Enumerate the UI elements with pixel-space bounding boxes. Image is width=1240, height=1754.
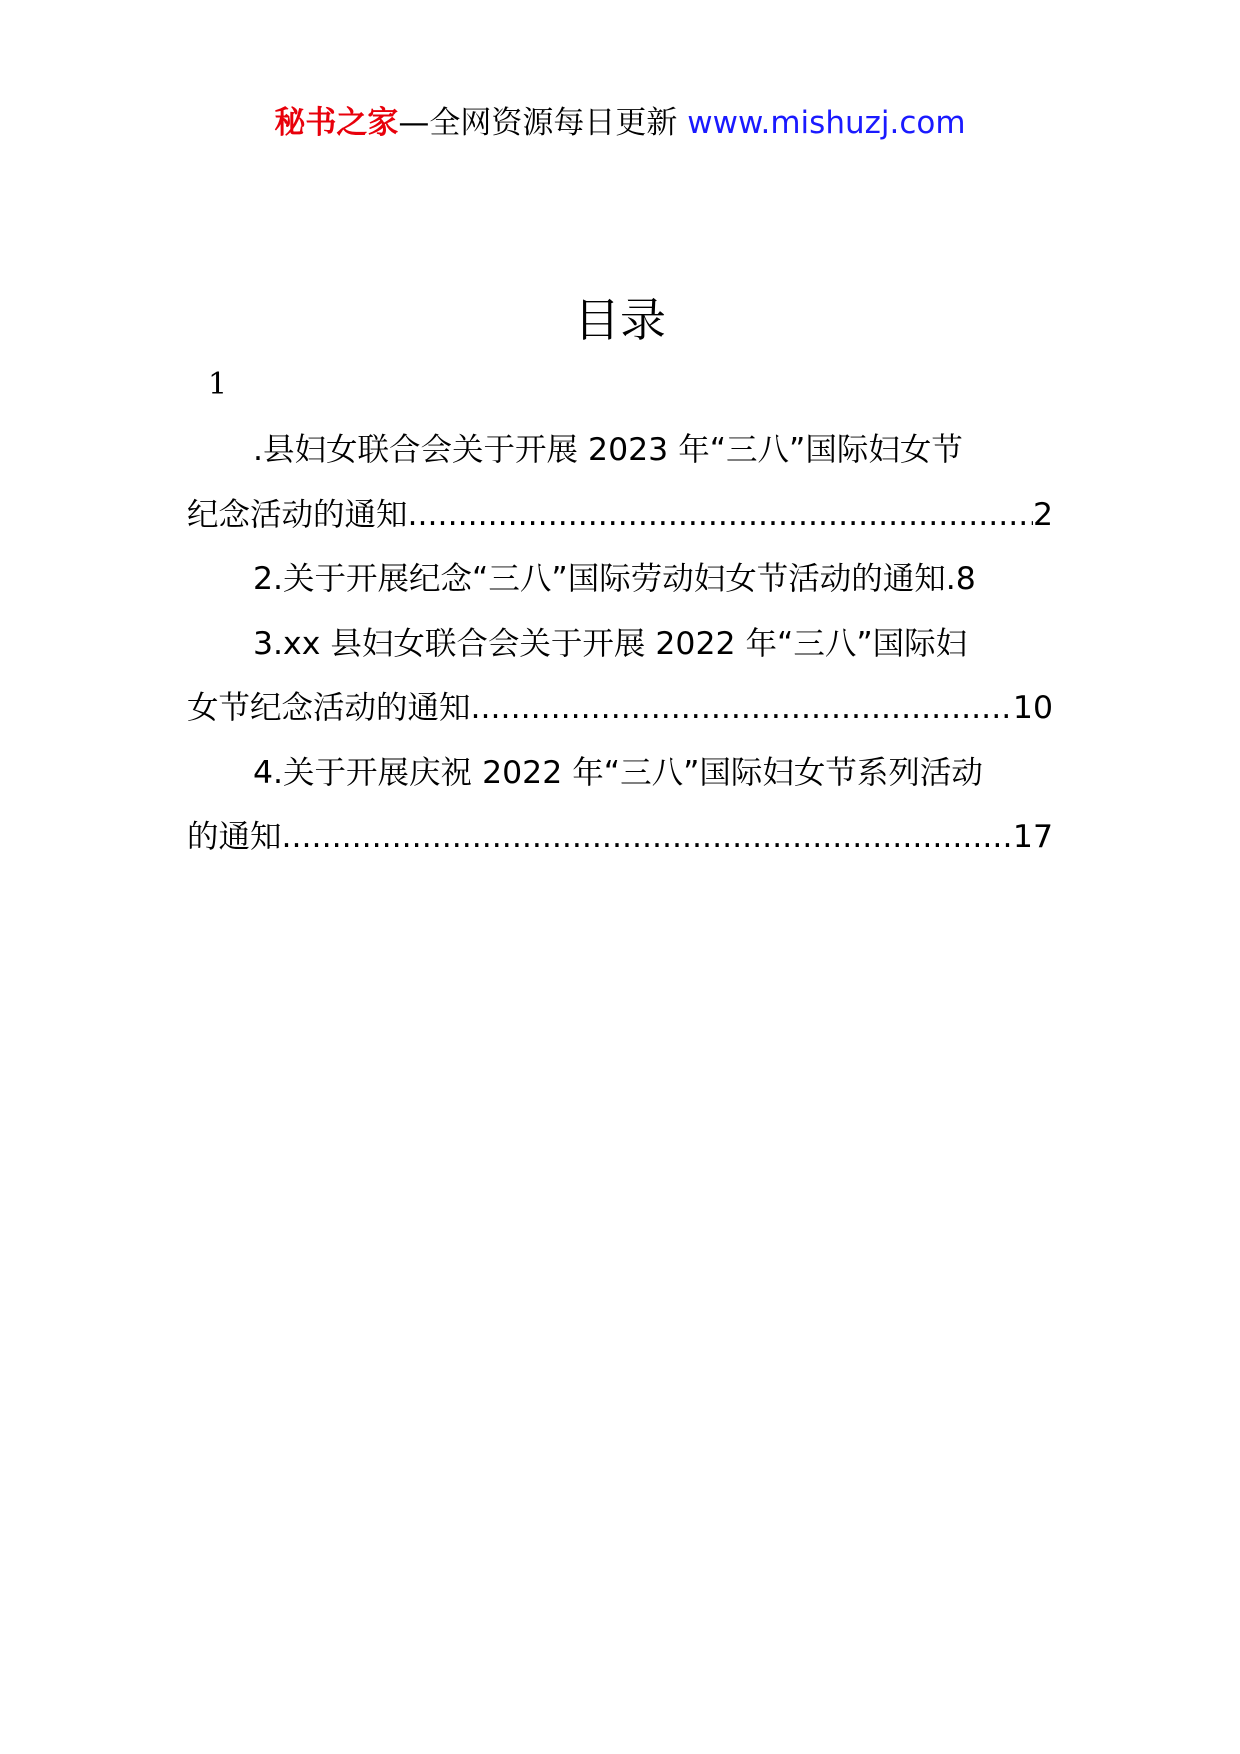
- toc-entry-line: [187, 805, 1053, 870]
- toc-entry-line: [187, 612, 1053, 677]
- toc-entry-3[interactable]: [187, 612, 1053, 741]
- toc-page-number: 2: [1032, 496, 1053, 533]
- toc-page-number: 17: [1012, 819, 1053, 855]
- toc-page-number: 10: [1012, 690, 1053, 726]
- page-title: 目录: [574, 293, 666, 347]
- site-header: [0, 103, 1240, 143]
- toc-entry-title: 4.关于开展庆祝 2022 年“三八”国际妇女节系列活动: [253, 754, 983, 791]
- toc-entry-line: [187, 418, 1053, 483]
- toc-entry-2[interactable]: [187, 547, 1053, 612]
- toc-entry-4[interactable]: [187, 741, 1053, 870]
- header-slogan: —全网资源每日更新: [398, 105, 678, 141]
- brand-name: 秘书之家: [274, 105, 399, 141]
- toc-entry-line: [187, 483, 1053, 548]
- toc-leader-dots: [471, 676, 1013, 741]
- toc-entry-title-cont: 女节纪念活动的通知: [187, 690, 471, 726]
- site-url-link[interactable]: www.mishuzj.com: [687, 105, 966, 141]
- toc-entry-title-cont: 纪念活动的通知: [187, 496, 408, 533]
- toc-leader-dots: [408, 483, 1033, 548]
- toc-leader-dots: [282, 805, 1013, 870]
- table-of-contents: [187, 418, 1053, 870]
- toc-entry-line: [187, 676, 1053, 741]
- toc-page-number: 8: [955, 561, 976, 597]
- stray-number: 1: [208, 367, 228, 402]
- toc-entry-line: [187, 741, 1053, 806]
- toc-entry-title-cont: 的通知: [187, 819, 282, 855]
- toc-entry-title: 2.关于开展纪念“三八”国际劳动妇女节活动的通知.: [253, 561, 956, 597]
- toc-entry-1[interactable]: [187, 418, 1053, 547]
- toc-entry-line: [187, 547, 1053, 612]
- toc-entry-title: 3.xx 县妇女联合会关于开展 2022 年“三八”国际妇: [253, 625, 968, 662]
- toc-entry-title: .县妇女联合会关于开展 2023 年“三八”国际妇女节: [253, 432, 963, 468]
